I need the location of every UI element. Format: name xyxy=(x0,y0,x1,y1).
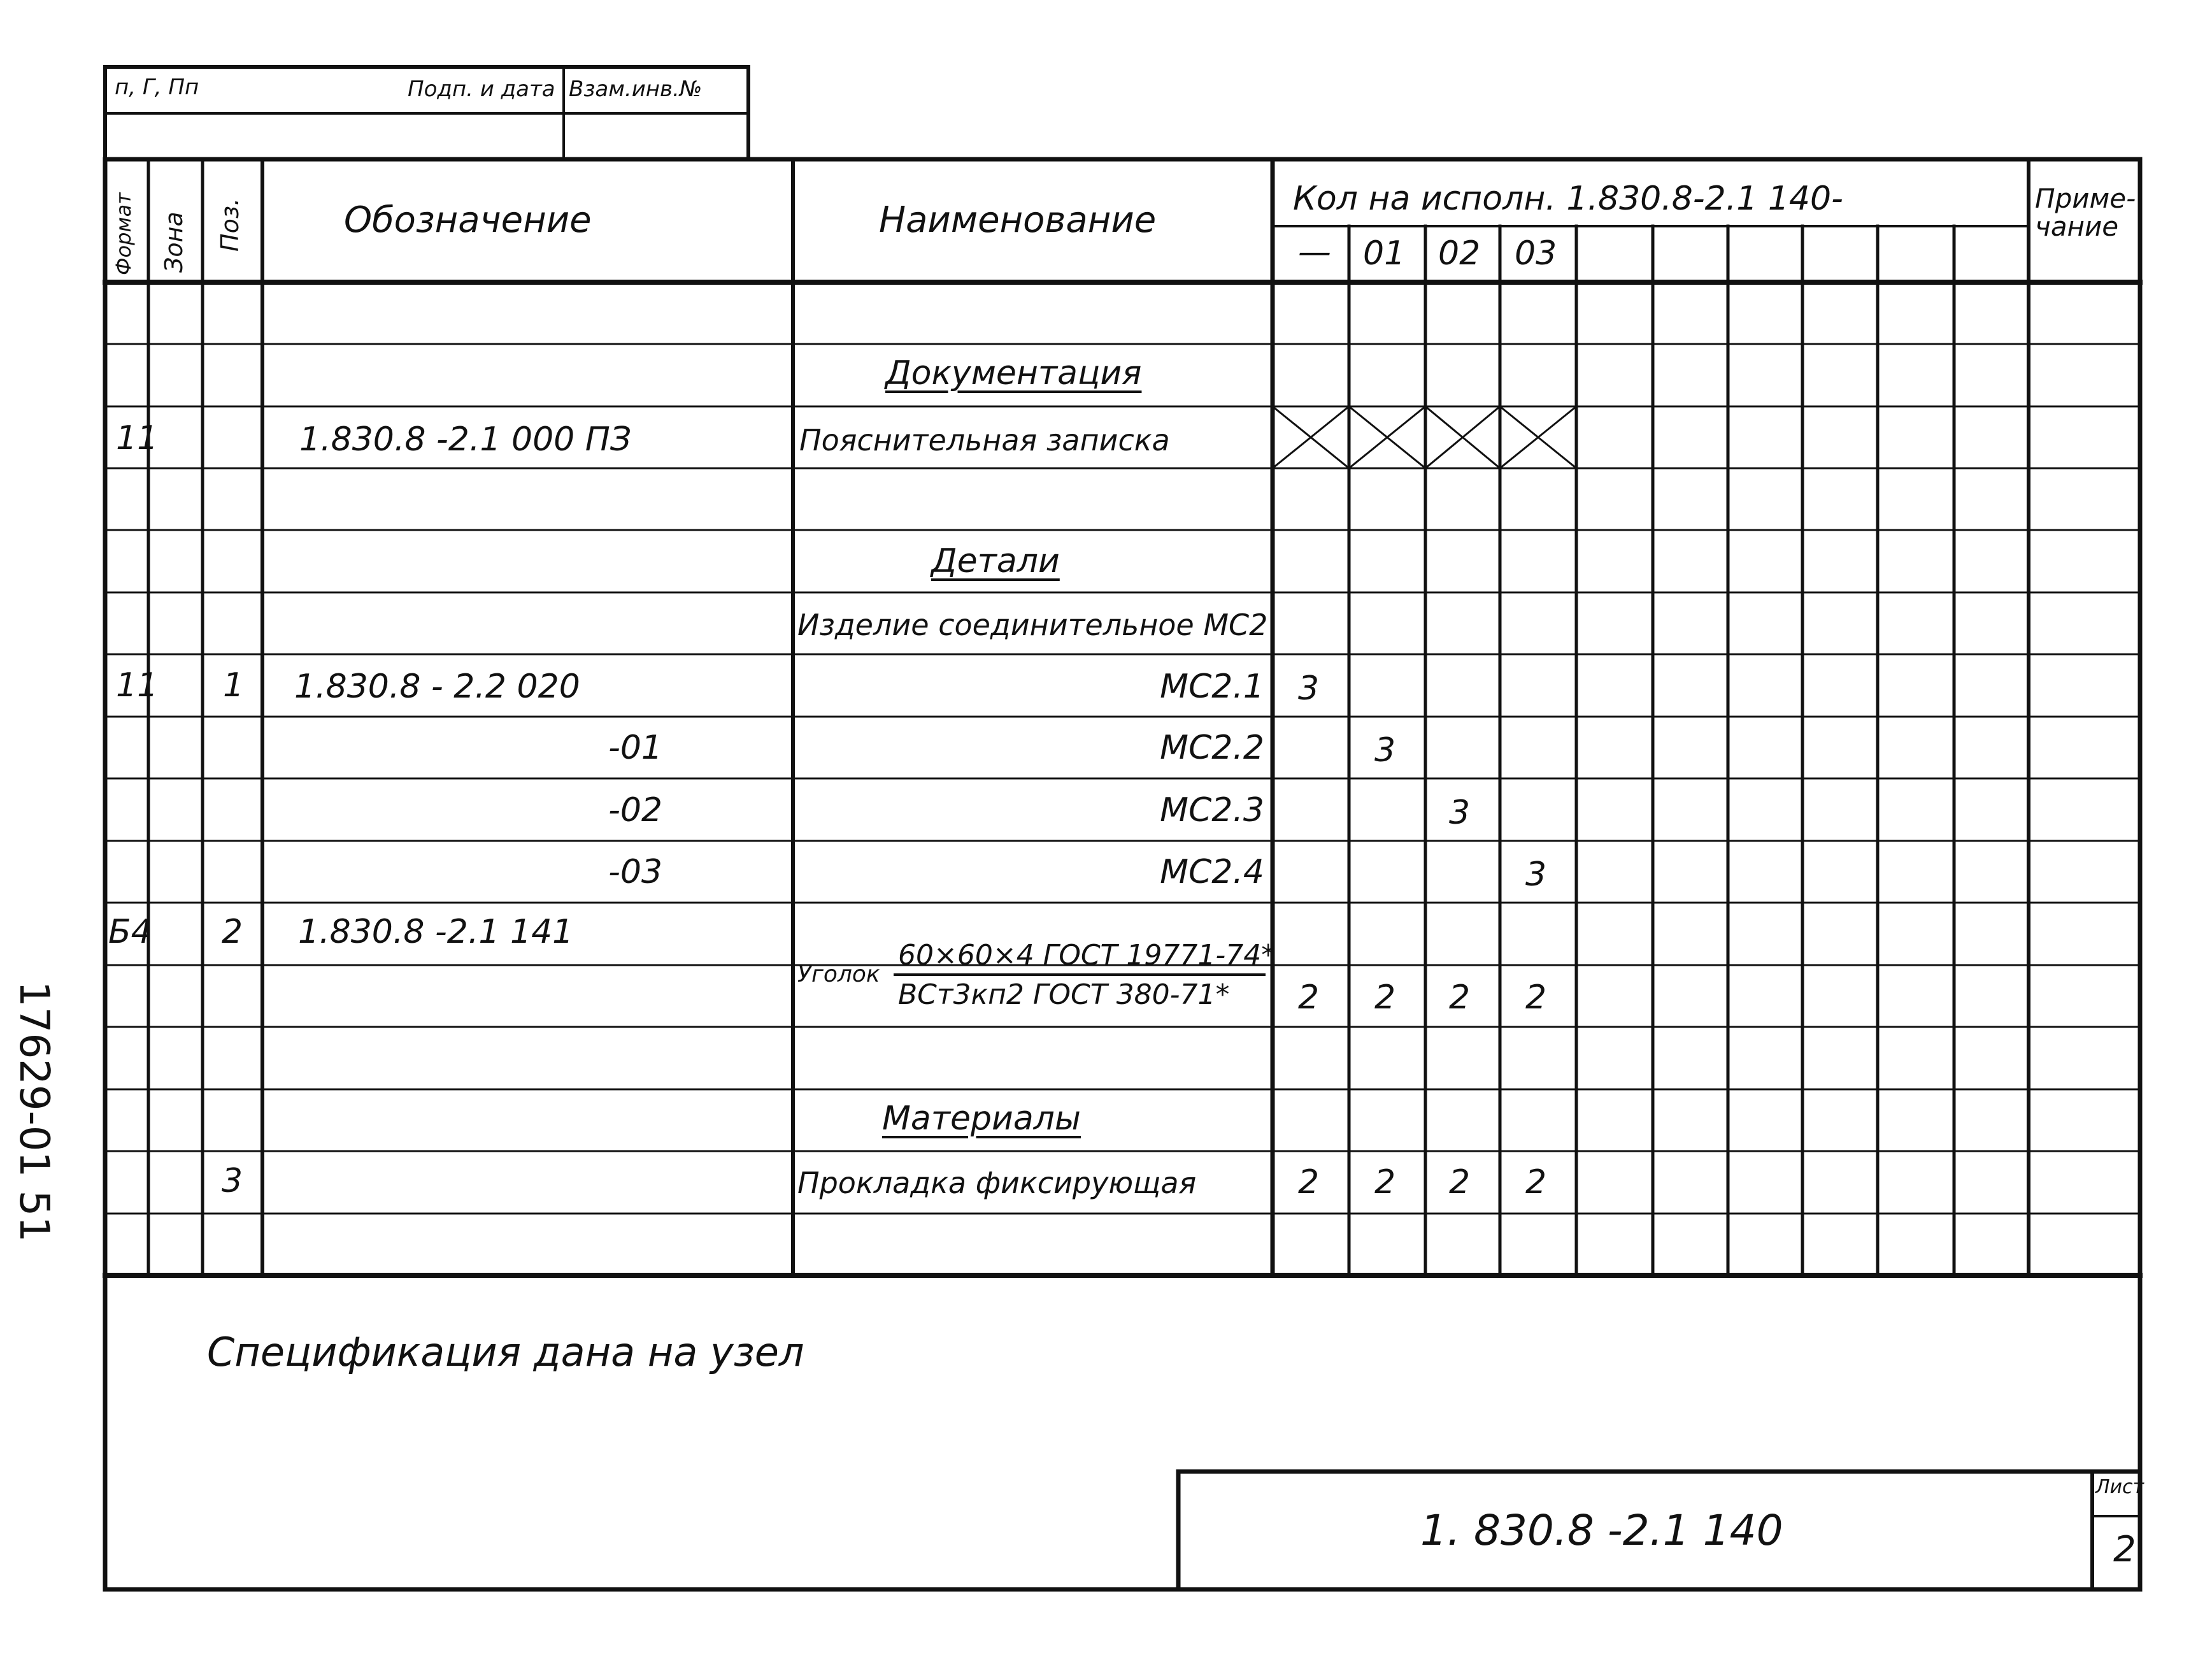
angle-profile: 60×60×4 ГОСТ 19771-74* xyxy=(898,939,1276,971)
header-qty-title: Кол на исполн. 1.830.8-2.1 140- xyxy=(1293,180,1843,218)
stamp-inv-label: Взам.инв.№ xyxy=(569,76,703,102)
table-row-pos: 1 xyxy=(223,666,245,705)
section-parts: Детали xyxy=(931,542,1060,580)
variant-header-02: 02 xyxy=(1438,234,1481,273)
table-row-designation: -01 xyxy=(608,729,662,767)
table-row-designation: 1.830.8 - 2.2 020 xyxy=(294,668,580,706)
table-row-name: Прокладка фиксирующая xyxy=(797,1166,1197,1200)
qty-cell: 3 xyxy=(1374,731,1396,770)
group-name: Изделие соединительное МС2 xyxy=(797,608,1268,642)
angle-prefix: Уголок xyxy=(797,961,880,987)
qty-cell: 2 xyxy=(1449,1163,1471,1201)
table-row-name: МС2.3 xyxy=(1160,791,1264,829)
stamp-date-label: Подп. и дата xyxy=(408,76,555,102)
table-row-pos: 3 xyxy=(222,1162,243,1200)
table-row-name: МС2.1 xyxy=(1160,668,1264,706)
qty-cell: 2 xyxy=(1298,1163,1320,1201)
sheet-number: 2 xyxy=(2113,1529,2136,1570)
qty-cell: 2 xyxy=(1525,978,1547,1017)
qty-cell: 2 xyxy=(1449,978,1471,1017)
table-row-format: 11 xyxy=(116,666,159,705)
header-name: Наименование xyxy=(879,199,1157,241)
sheet-label: Лист xyxy=(2095,1476,2144,1498)
qty-cell: 3 xyxy=(1525,856,1547,894)
margin-inventory-number: 17629-01 51 xyxy=(10,981,57,1242)
table-row-pos: 2 xyxy=(222,913,243,951)
header-format: Формат xyxy=(111,192,136,275)
table-row-name: МС2.4 xyxy=(1160,853,1264,891)
table-row-format: 11 xyxy=(116,419,159,457)
stamp-scrawl: п, Г, Пп xyxy=(115,75,199,100)
table-row-designation: 1.830.8 -2.1 141 xyxy=(298,913,574,951)
angle-steel-grade: ВСт3кп2 ГОСТ 380-71* xyxy=(898,978,1230,1011)
header-note: Приме-чание xyxy=(2035,183,2136,243)
qty-cell: 2 xyxy=(1298,978,1320,1017)
variant-header-01: 01 xyxy=(1363,234,1406,273)
table-row-name: Пояснительная записка xyxy=(799,423,1170,457)
spec-remark: Спецификация дана на узел xyxy=(207,1329,804,1375)
doc-code: 1. 830.8 -2.1 140 xyxy=(1420,1506,1783,1555)
variant-header-base: — xyxy=(1298,233,1331,271)
qty-cell: 2 xyxy=(1374,978,1396,1017)
qty-cell: 3 xyxy=(1449,794,1471,832)
qty-cell: 2 xyxy=(1525,1163,1547,1201)
qty-cell: 3 xyxy=(1298,670,1320,708)
header-zone: Зона xyxy=(160,211,188,273)
qty-cell: 2 xyxy=(1374,1163,1396,1201)
header-designation: Обозначение xyxy=(344,199,592,241)
table-row-designation: -02 xyxy=(608,791,662,829)
variant-header-03: 03 xyxy=(1515,234,1557,273)
section-docs: Документация xyxy=(885,354,1142,392)
header-pos: Поз. xyxy=(216,197,244,252)
section-materials: Материалы xyxy=(882,1100,1081,1138)
table-row-designation: 1.830.8 -2.1 000 ПЗ xyxy=(299,420,632,459)
table-row-format: Б4 xyxy=(108,913,152,951)
table-row-designation: -03 xyxy=(608,853,662,891)
table-row-name: МС2.2 xyxy=(1160,729,1264,767)
